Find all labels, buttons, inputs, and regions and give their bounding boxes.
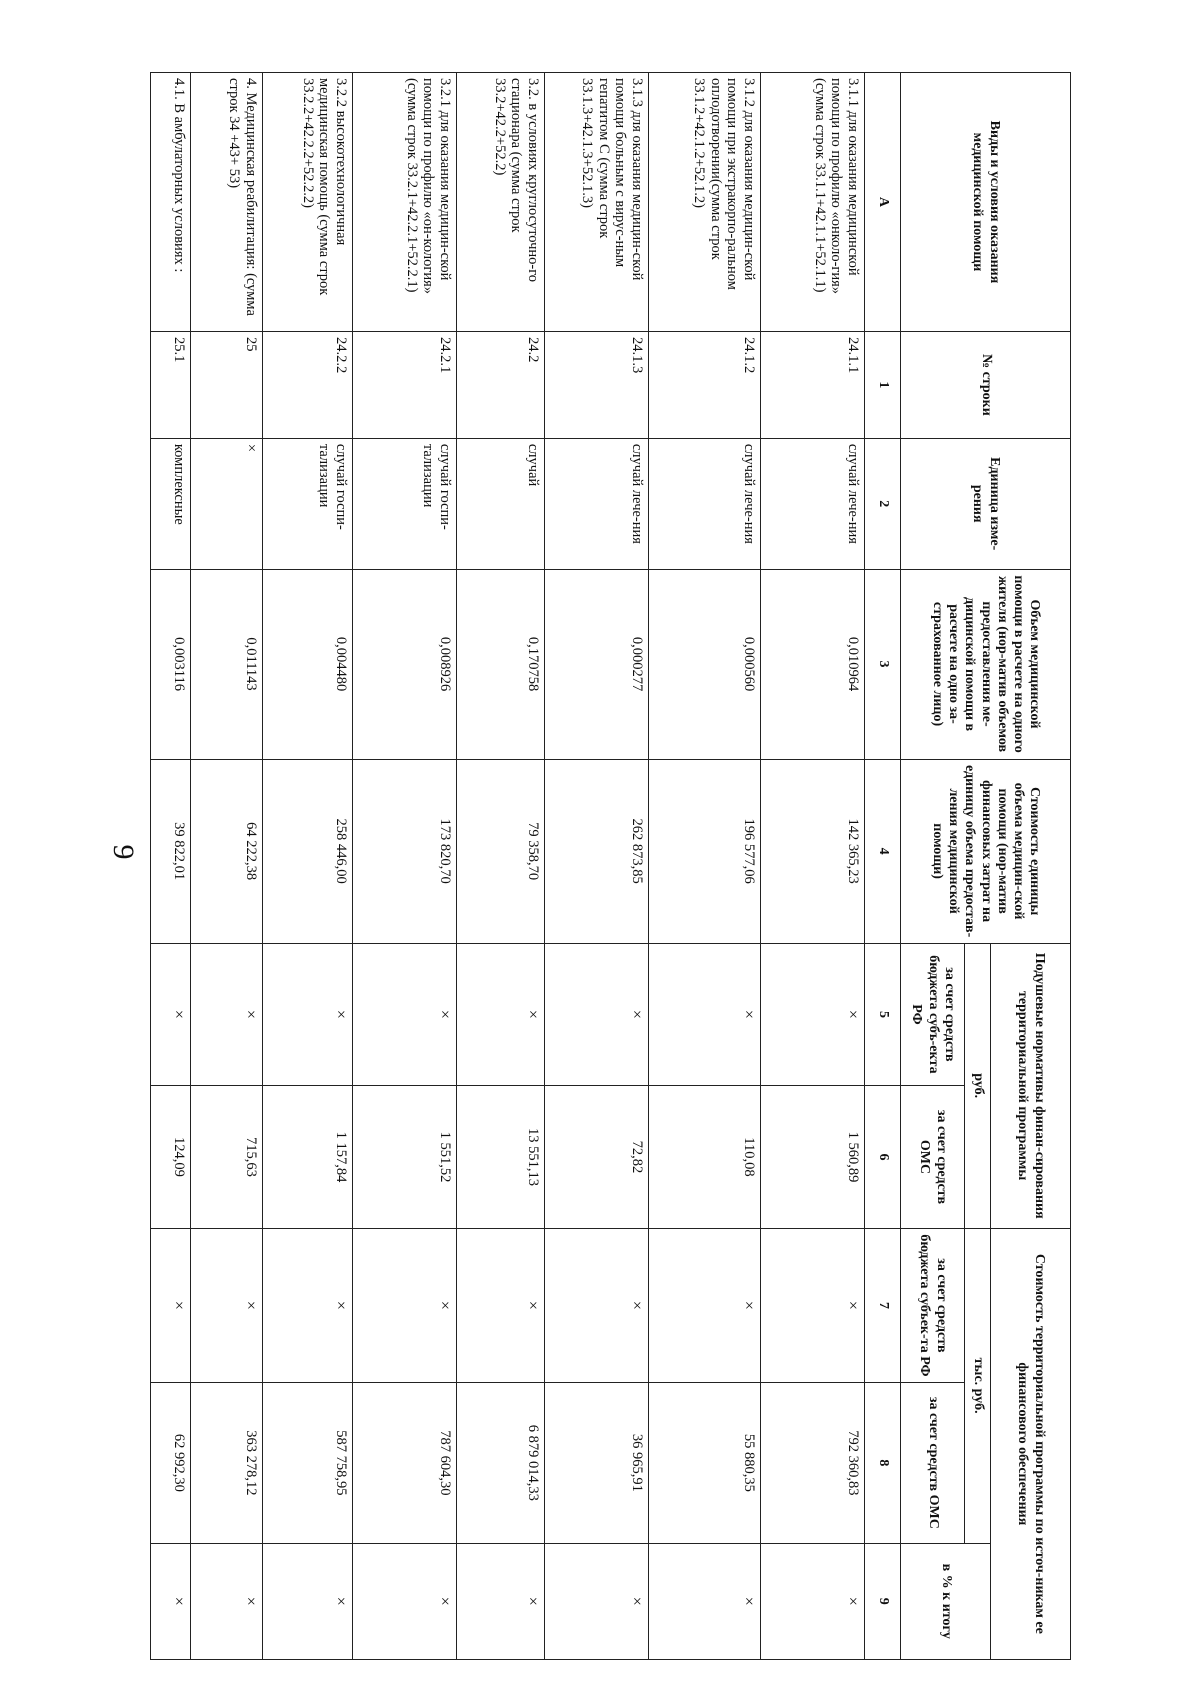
row-norm-budget: × — [263, 943, 353, 1086]
header-col-3: Объем медицинской помощи в расчете на одного жителя (нор-матив объемов предоставления ме-дицинской помощи в расчете на одно за-страхованное лицо) — [901, 569, 1071, 759]
col-number: 3 — [865, 569, 901, 759]
row-cost-oms: 62 992,30 — [151, 1383, 191, 1543]
row-cost-budget: × — [545, 1228, 649, 1382]
row-norm-oms: 1 560,89 — [761, 1086, 865, 1229]
row-name: 3.1.1 для оказания медицинской помощи по профилю «онколо-гия» (сумма строк 33.1.1+42.1.1+52.1.1) — [761, 73, 865, 332]
row-unit: случай — [457, 438, 545, 569]
table-row — [545, 73, 649, 1660]
row-unit: случай лече-ния — [649, 438, 761, 569]
row-line-number: 24.1.3 — [545, 331, 649, 438]
table-row — [761, 73, 865, 1660]
col-number: 8 — [865, 1383, 901, 1543]
col-number: 5 — [865, 943, 901, 1086]
row-norm-oms: 72,82 — [545, 1086, 649, 1229]
row-line-number: 24.1.2 — [649, 331, 761, 438]
row-norm-oms: 1 551,52 — [353, 1086, 457, 1229]
row-cost-oms: 792 360,83 — [761, 1383, 865, 1543]
row-percent: × — [353, 1543, 457, 1659]
header-unit-rub: руб. — [965, 943, 991, 1228]
header-col-6: за счет средств ОМС — [901, 1086, 965, 1229]
row-cost-oms: 6 879 014,33 — [457, 1383, 545, 1543]
row-cost-budget: × — [649, 1228, 761, 1382]
row-percent: × — [649, 1543, 761, 1659]
row-line-number: 24.2 — [457, 331, 545, 438]
header-col-5: за счет средств бюджета субъ-екта РФ — [901, 943, 965, 1086]
row-unit: комплексные — [151, 438, 191, 569]
col-number: 6 — [865, 1086, 901, 1229]
row-cost-budget: × — [151, 1228, 191, 1382]
column-number-row — [865, 73, 901, 1660]
row-name: 3.2.1 для оказания медицин-ской помощи по профилю «он-кология» (сумма строк 33.2.1+42.2.1+52.2.1) — [353, 73, 457, 332]
row-volume: 0,010964 — [761, 569, 865, 759]
table-row — [457, 73, 545, 1660]
row-line-number: 25 — [191, 331, 263, 438]
table-rotation-frame — [170, 72, 1071, 1660]
col-number: 9 — [865, 1543, 901, 1659]
row-norm-budget: × — [457, 943, 545, 1086]
row-name: 3.2.2 высокотехнологичная медицинская помощь (сумма строк 33.2.2+42.2.2+52.2.2) — [263, 73, 353, 332]
row-percent: × — [263, 1543, 353, 1659]
row-percent: × — [545, 1543, 649, 1659]
table-header — [865, 73, 1071, 1660]
row-norm-budget: × — [761, 943, 865, 1086]
header-col-2: Единица изме-рения — [901, 438, 1071, 569]
header-group-norms: Подушевые нормативы финан-сирования территориальной программы — [991, 943, 1071, 1228]
row-volume: 0,000277 — [545, 569, 649, 759]
row-percent: × — [457, 1543, 545, 1659]
row-unit: случай госпи-тализации — [353, 438, 457, 569]
row-percent: × — [191, 1543, 263, 1659]
row-line-number: 25.1 — [151, 331, 191, 438]
row-unit-cost: 258 446,00 — [263, 759, 353, 943]
row-line-number: 24.1.1 — [761, 331, 865, 438]
table-row — [151, 73, 191, 1660]
row-unit-cost: 173 820,70 — [353, 759, 457, 943]
row-unit: случай лече-ния — [545, 438, 649, 569]
row-norm-oms: 110,08 — [649, 1086, 761, 1229]
row-unit-cost: 79 358,70 — [457, 759, 545, 943]
row-volume: 0,003116 — [151, 569, 191, 759]
row-line-number: 24.2.1 — [353, 331, 457, 438]
row-norm-oms: 13 551,13 — [457, 1086, 545, 1229]
header-group-cost: Стоимость территориальной программы по источ-никам ее финансового обеспечения — [991, 1228, 1071, 1659]
row-cost-oms: 587 758,95 — [263, 1383, 353, 1543]
row-cost-budget: × — [263, 1228, 353, 1382]
row-norm-budget: × — [151, 943, 191, 1086]
row-line-number: 24.2.2 — [263, 331, 353, 438]
row-unit-cost: 142 365,23 — [761, 759, 865, 943]
row-unit: случай госпи-тализации — [263, 438, 353, 569]
row-volume: 0,000560 — [649, 569, 761, 759]
row-norm-budget: × — [545, 943, 649, 1086]
row-norm-oms: 124,09 — [151, 1086, 191, 1229]
row-norm-oms: 1 157,84 — [263, 1086, 353, 1229]
row-name: 3.1.3 для оказания медицин-ской помощи больным с вирус-ным гепатитом С (сумма строк 33.1.3+42.1.3+52.1.3) — [545, 73, 649, 332]
header-col-4: Стоимость единицы объема медицин-ской помощи (нор-матив финансовых затрат на единицу объема предостав-ления медицинской помощи) — [901, 759, 1071, 943]
row-cost-budget: × — [761, 1228, 865, 1382]
col-number: 7 — [865, 1228, 901, 1382]
table-body — [151, 73, 865, 1660]
row-norm-budget: × — [649, 943, 761, 1086]
table-row — [353, 73, 457, 1660]
table-row — [191, 73, 263, 1660]
col-number: 2 — [865, 438, 901, 569]
row-volume: 0,008926 — [353, 569, 457, 759]
rotated-table-container — [170, 72, 1071, 1660]
table-row — [649, 73, 761, 1660]
header-col-8: за счет средств ОМС — [901, 1383, 965, 1543]
row-unit-cost: 262 873,85 — [545, 759, 649, 943]
header-col-9: в % к итогу — [901, 1543, 991, 1659]
row-norm-budget: × — [191, 943, 263, 1086]
row-unit-cost: 196 577,06 — [649, 759, 761, 943]
financing-table — [150, 72, 1071, 1660]
header-col-a: Виды и условия оказания медицинской помощи — [901, 73, 1071, 332]
table-row — [263, 73, 353, 1660]
col-number: А — [865, 73, 901, 332]
row-cost-oms: 55 880,35 — [649, 1383, 761, 1543]
row-percent: × — [151, 1543, 191, 1659]
page-number: 9 — [107, 844, 140, 860]
row-cost-budget: × — [191, 1228, 263, 1382]
row-cost-oms: 36 965,91 — [545, 1383, 649, 1543]
row-cost-budget: × — [353, 1228, 457, 1382]
row-unit: × — [191, 438, 263, 569]
row-name: 4. Медицинская реабилитация: (сумма строк 34 +43+ 53) — [191, 73, 263, 332]
row-cost-budget: × — [457, 1228, 545, 1382]
row-cost-oms: 363 278,12 — [191, 1383, 263, 1543]
header-col-7: за счет средств бюджета субъек-та РФ — [901, 1228, 965, 1382]
row-volume: 0,170758 — [457, 569, 545, 759]
row-norm-budget: × — [353, 943, 457, 1086]
row-name: 3.1.2 для оказания медицин-ской помощи при экстракорпо-ральном оплодотворении(сумма строк 33.1.2+42.1.2+52.1.2) — [649, 73, 761, 332]
row-name: 4.1. В амбулаторных условиях : — [151, 73, 191, 332]
row-norm-oms: 715,63 — [191, 1086, 263, 1229]
col-number: 4 — [865, 759, 901, 943]
row-unit-cost: 64 222,38 — [191, 759, 263, 943]
row-unit: случай лече-ния — [761, 438, 865, 569]
row-cost-oms: 787 604,30 — [353, 1383, 457, 1543]
header-unit-thousand: тыс. руб. — [965, 1228, 991, 1543]
row-unit-cost: 39 822,01 — [151, 759, 191, 943]
header-col-1: № строки — [901, 331, 1071, 438]
row-volume: 0,011143 — [191, 569, 263, 759]
row-volume: 0,004480 — [263, 569, 353, 759]
row-percent: × — [761, 1543, 865, 1659]
col-number: 1 — [865, 331, 901, 438]
row-name: 3.2. в условиях круглосуточно-го стационара (сумма строк 33.2+42.2+52.2) — [457, 73, 545, 332]
